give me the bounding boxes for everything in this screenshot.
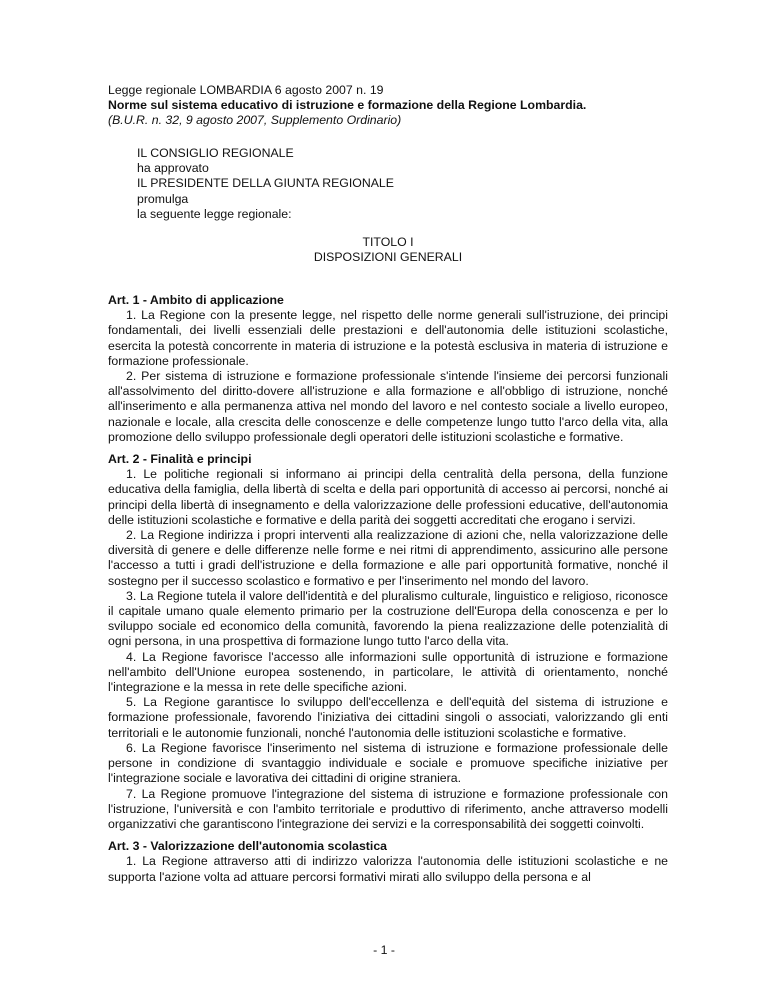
title-heading (108, 235, 668, 265)
page-number: - 1 - (373, 943, 395, 957)
article-paragraph: 5. La Regione garantisce lo sviluppo dell'eccellenza e dell'equità del sistema di istruzione e formazione professionale, favorendo l'iniziativa dei cittadini singoli o associati, valorizzando gli enti territoriali e le autonomie funzionali, nonché l'autonomia delle istituzioni scolastiche e formative. (108, 695, 668, 740)
law-title: Norme sul sistema educativo di istruzione e formazione della Regione Lombardia. (108, 98, 587, 113)
bulletin-reference: (B.U.R. n. 32, 9 agosto 2007, Supplemento Ordinario) (108, 113, 402, 128)
article-paragraph: 2. La Regione indirizza i propri interventi alla realizzazione di azioni che, nella valorizzazione delle diversità di genere e delle differenze nelle forme e nei ritmi di apprendimento, assicurino alle persone l'accesso a tutti i gradi dell'istruzione e della formazione e alle pari opportunità formative, nonché il sostegno per il successo scolastico e formativo e per l'inserimento nel mondo del lavoro. (108, 528, 668, 588)
law-reference: Legge regionale LOMBARDIA 6 agosto 2007 n. 19 (108, 83, 384, 97)
article-title: Art. 2 - Finalità e principi (108, 452, 252, 467)
promulgation-line: ha approvato (137, 161, 209, 176)
article-3 (108, 839, 668, 885)
article-paragraph: 2. Per sistema di istruzione e formazione professionale s'intende l'insieme dei percorsi funzionali all'assolvimento del diritto-dovere all'istruzione e alla formazione e all'obbligo di istruzione, nonché all'inserimento e alla permanenza attiva nel mondo del lavoro e nel contesto sociale a livello europeo, nazionale e locale, alla crescita delle conoscenze e delle competenze lungo tutto l'arco della vita, alla promozione dello sviluppo professionale degli operatori delle istituzioni scolastiche e formative. (108, 369, 668, 444)
promulgation-formula (137, 146, 537, 222)
promulgation-line: IL PRESIDENTE DELLA GIUNTA REGIONALE (137, 176, 394, 191)
articles-body (108, 293, 668, 885)
promulgation-line: la seguente legge regionale: (137, 206, 292, 221)
article-paragraph: 1. La Regione con la presente legge, nel rispetto delle norme generali sull'istruzione, dei principi fondamentali, dei livelli essenziali delle prestazioni e dell'autonomia delle istituzioni scolastiche, esercita la potestà concorrente in materia di istruzione e la potestà esclusiva in materia di istruzione e formazione professionale. (108, 308, 668, 368)
title-name: DISPOSIZIONI GENERALI (313, 250, 463, 265)
article-title: Art. 3 - Valorizzazione dell'autonomia scolastica (108, 839, 387, 854)
article-title: Art. 1 - Ambito di applicazione (108, 293, 284, 307)
promulgation-line: promulga (137, 191, 189, 206)
article-paragraph: 6. La Regione favorisce l'inserimento nel sistema di istruzione e formazione professionale delle persone in condizione di svantaggio individuale e sociale e promuove specifiche iniziative per l'integrazione sociale e lavorativa dei cittadini di origine straniera. (108, 740, 668, 786)
document-header (108, 83, 668, 129)
article-2 (108, 452, 668, 832)
article-paragraph: 7. La Regione promuove l'integrazione del sistema di istruzione e formazione professionale con l'istruzione, l'università e con l'ambito territoriale e produttivo di riferimento, anche attraverso modelli organizzativi che garantiscono l'integrazione dei servizi e la corresponsabilità dei soggetti coinvolti. (108, 786, 668, 831)
article-1 (108, 293, 668, 445)
article-paragraph: 1. La Regione attraverso atti di indirizzo valorizza l'autonomia delle istituzioni scolastiche e ne supporta l'azione volta ad attuare percorsi formativi mirati allo sviluppo della persona e al (108, 854, 668, 884)
article-paragraph: 4. La Regione favorisce l'accesso alle informazioni sulle opportunità di istruzione e formazione nell'ambito dell'Unione europea sostenendo, in particolare, le attività di orientamento, nonché l'integrazione e la messa in rete delle specifiche azioni. (108, 649, 668, 695)
title-number: TITOLO I (362, 235, 414, 249)
promulgation-line: IL CONSIGLIO REGIONALE (137, 146, 294, 160)
article-paragraph: 3. La Regione tutela il valore dell'identità e del pluralismo culturale, linguistico e religioso, riconosce il capitale umano quale elemento primario per la costruzione dell'Europa della conoscenza e per lo sviluppo sociale ed economico della comunità, favorendo la piena realizzazione delle potenzialità di ogni persona, in una prospettiva di formazione lungo tutto l'arco della vita. (108, 588, 668, 649)
article-paragraph: 1. Le politiche regionali si informano ai principi della centralità della persona, della funzione educativa della famiglia, della libertà di scelta e della pari opportunità di accesso ai percorsi, nonché ai principi della libertà di insegnamento e della valorizzazione delle professioni educative, dell'autonomia delle istituzioni scolastiche e formative e della parità dei soggetti accreditati che erogano i servizi. (108, 467, 668, 527)
